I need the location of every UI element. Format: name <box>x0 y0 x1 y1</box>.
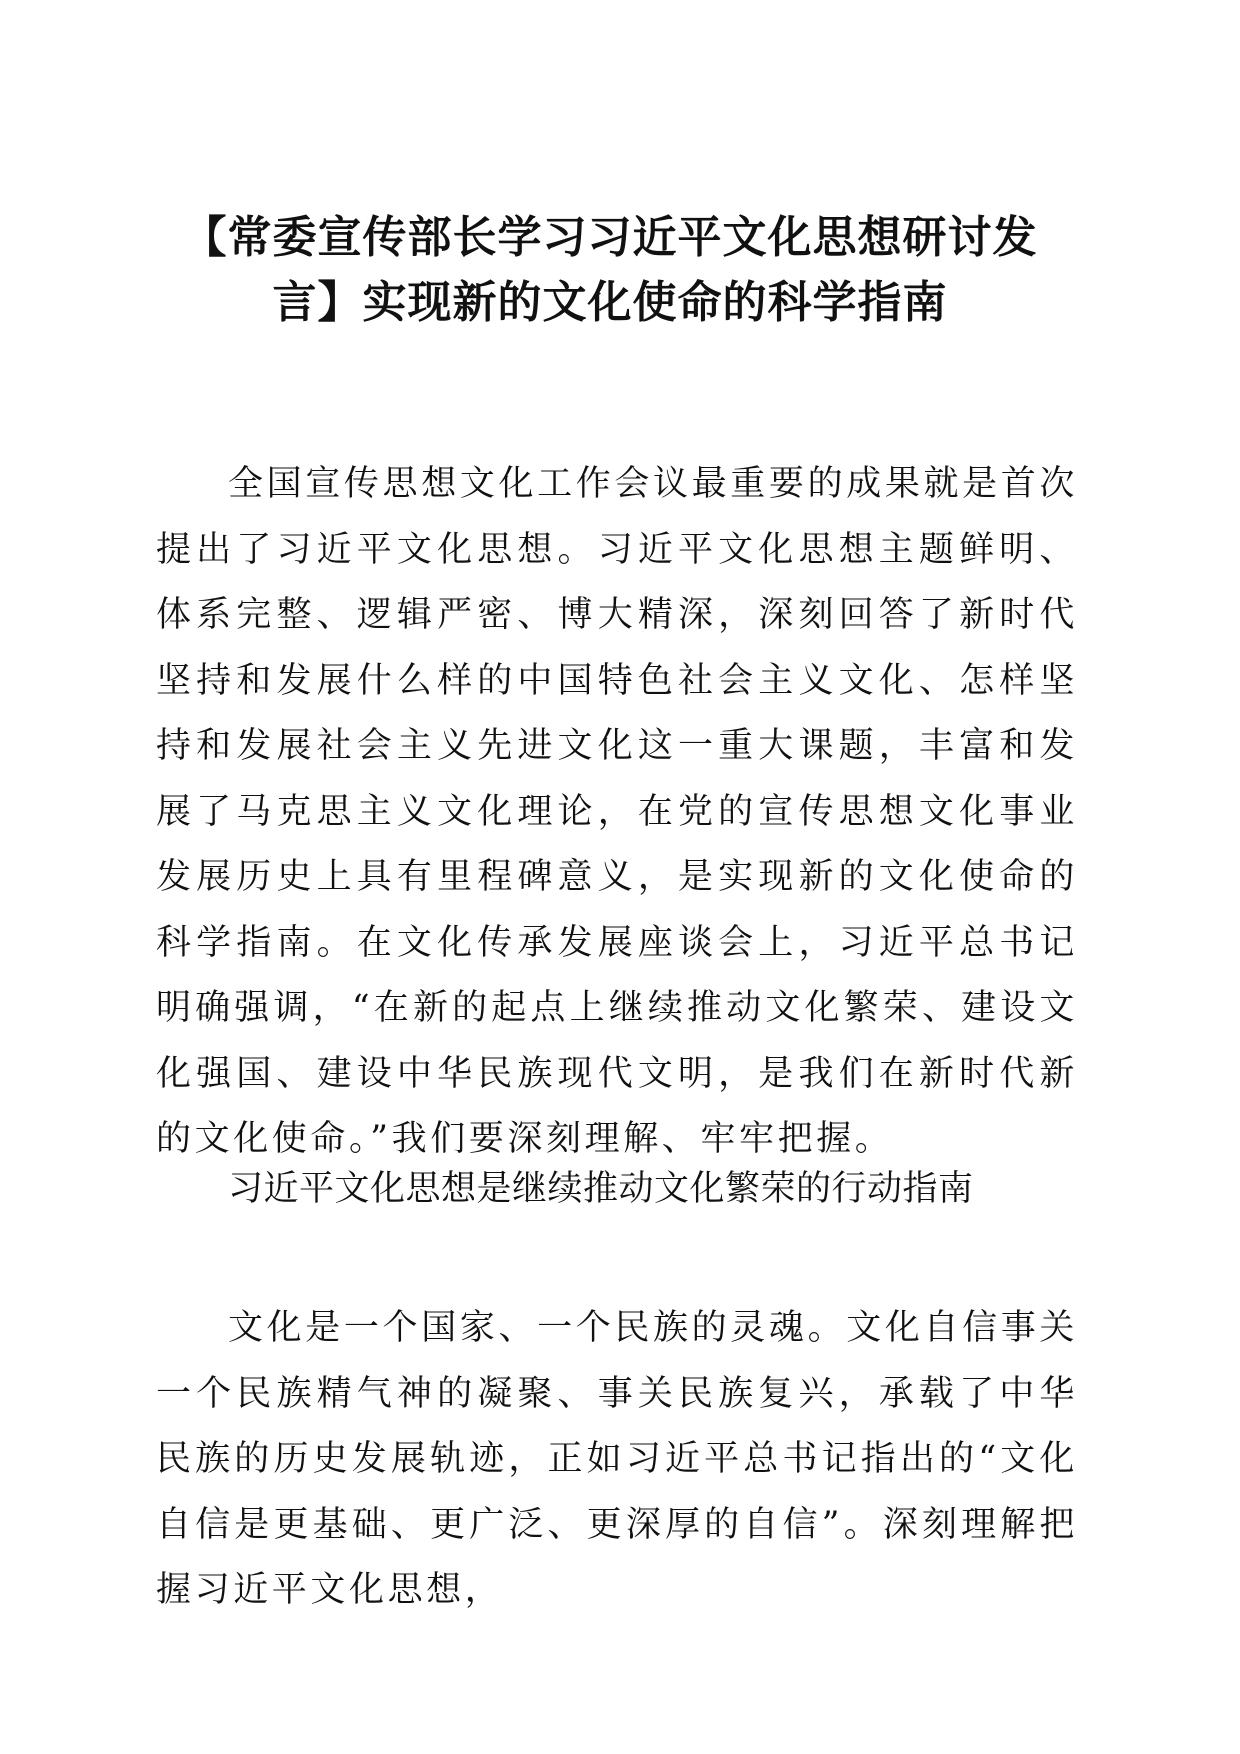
body-paragraph-1: 全国宣传思想文化工作会议最重要的成果就是首次提出了习近平文化思想。习近平文化思想主题鲜明、体系完整、逻辑严密、博大精深，深刻回答了新时代坚持和发展什么样的中国特色社会主义文化、怎样坚持和发展社会主义先进文化这一重大课题，丰富和发展了马克思主义文化理论，在党的宣传思想文化事业发展历史上具有里程碑意义，是实现新的文化使命的科学指南。在文化传承发展座谈会上，习近平总书记明确强调，“在新的起点上继续推动文化繁荣、建设文化强国、建设中华民族现代文明，是我们在新时代新的文化使命。”我们要深刻理解、牢牢把握。 <box>156 464 1078 1159</box>
section-heading: 习近平文化思想是继续推动文化繁荣的行动指南 <box>228 1169 974 1209</box>
title-line-2: 言】实现新的文化使命的科学指南 <box>272 277 948 328</box>
document-title <box>150 205 1070 335</box>
body-paragraph-2: 文化是一个国家、一个民族的灵魂。文化自信事关一个民族精气神的凝聚、事关民族复兴，承载了中华民族的历史发展轨迹，正如习近平总书记指出的“文化自信是更基础、更广泛、更深厚的自信”。深刻理解把握习近平文化思想， <box>156 1308 1078 1610</box>
title-line-1: 【常委宣传部长学习习近平文化思想研讨发 <box>182 212 1038 263</box>
